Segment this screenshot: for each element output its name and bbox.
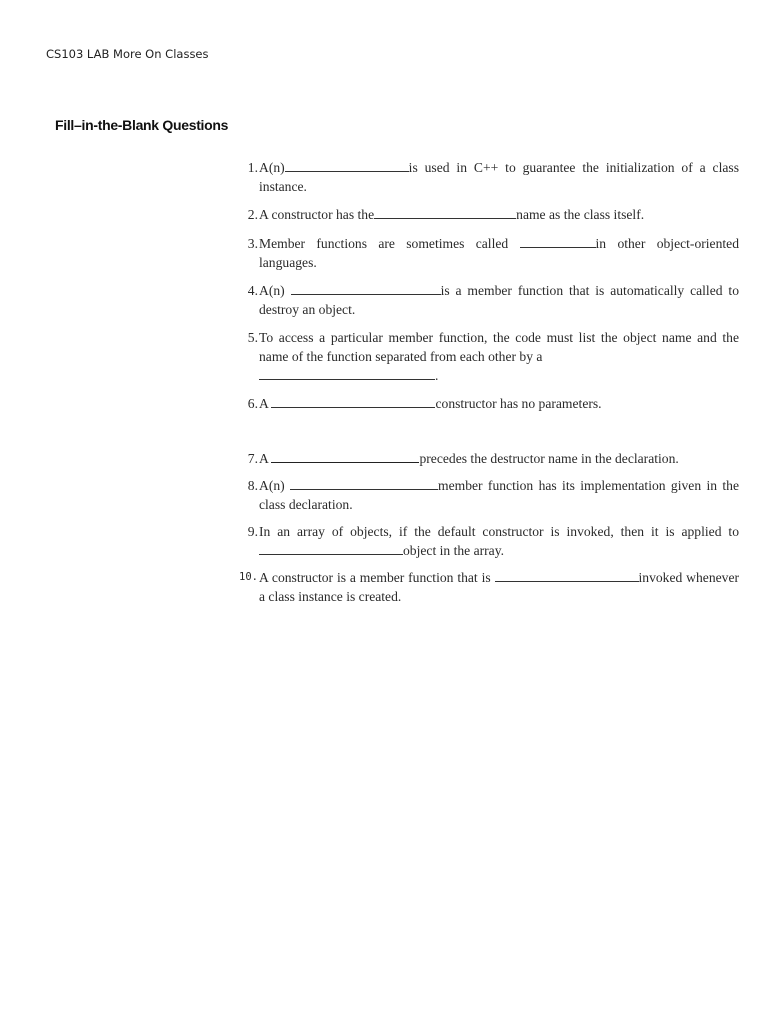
answer-blank[interactable] xyxy=(495,569,639,582)
question-number: 6. xyxy=(247,396,258,411)
question-text-before: A constructor has the xyxy=(259,207,375,222)
question-text-after: in other object-oriented languages. xyxy=(259,236,739,270)
question-text-before: In an array of objects, if the default constructor is invoked, then it is applied to xyxy=(259,524,739,539)
question-text-before: A xyxy=(259,396,269,411)
question-number: 5. xyxy=(247,330,258,345)
question-text-end: . xyxy=(435,368,439,383)
question-text-after: name as the class itself. xyxy=(516,207,645,222)
question-number: 10. xyxy=(239,571,258,583)
question-text-before: To access a particular member function, the code must list the object name and the name of the function separated from each other by a xyxy=(259,330,739,364)
question-number: 8. xyxy=(247,478,258,493)
question-number: 7. xyxy=(247,451,258,466)
question-number: 2. xyxy=(247,207,258,222)
answer-blank[interactable] xyxy=(290,477,438,490)
answer-blank[interactable] xyxy=(259,367,435,380)
question-text-after: object in the array. xyxy=(403,543,505,558)
question-number: 9. xyxy=(247,524,258,539)
question-text-after: member function has its implementation given in the class declaration. xyxy=(259,478,739,512)
question-text xyxy=(259,568,739,606)
question-text xyxy=(259,476,739,514)
answer-blank[interactable] xyxy=(520,235,596,248)
answer-blank[interactable] xyxy=(259,542,403,555)
question-text-before: A(n) xyxy=(259,478,285,493)
question-text-after: is used in C++ to guarantee the initialization of a class instance. xyxy=(259,160,739,194)
section-title: Fill–in-the-Blank Questions xyxy=(55,117,229,133)
question-text xyxy=(259,394,739,413)
question-text xyxy=(259,158,739,196)
question-text xyxy=(259,205,739,224)
question-text-before: A(n) xyxy=(259,160,285,175)
question-text xyxy=(259,449,739,468)
question-text xyxy=(259,281,739,319)
answer-blank[interactable] xyxy=(291,282,441,295)
question-number: 1. xyxy=(247,160,258,175)
answer-blank[interactable] xyxy=(285,159,409,172)
question-text-before: Member functions are sometimes called xyxy=(259,236,509,251)
question-text-before: A(n) xyxy=(259,283,285,298)
question-number: 3. xyxy=(247,236,258,251)
question-text-before: A constructor is a member function that is xyxy=(259,570,491,585)
question-text-after: precedes the destructor name in the declaration. xyxy=(419,451,679,466)
answer-blank[interactable] xyxy=(271,395,435,408)
answer-blank[interactable] xyxy=(374,206,516,219)
question-text-before: A xyxy=(259,451,269,466)
question-text-after: is a member function that is automatically called to destroy an object. xyxy=(259,283,739,317)
question-text xyxy=(259,522,739,560)
question-text xyxy=(259,328,739,385)
question-number: 4. xyxy=(247,283,258,298)
question-text-after: constructor has no parameters. xyxy=(435,396,602,411)
document-header: CS103 LAB More On Classes xyxy=(46,47,209,61)
answer-blank[interactable] xyxy=(271,450,419,463)
question-text-after: invoked whenever a class instance is created. xyxy=(259,570,740,604)
question-text xyxy=(259,234,739,272)
